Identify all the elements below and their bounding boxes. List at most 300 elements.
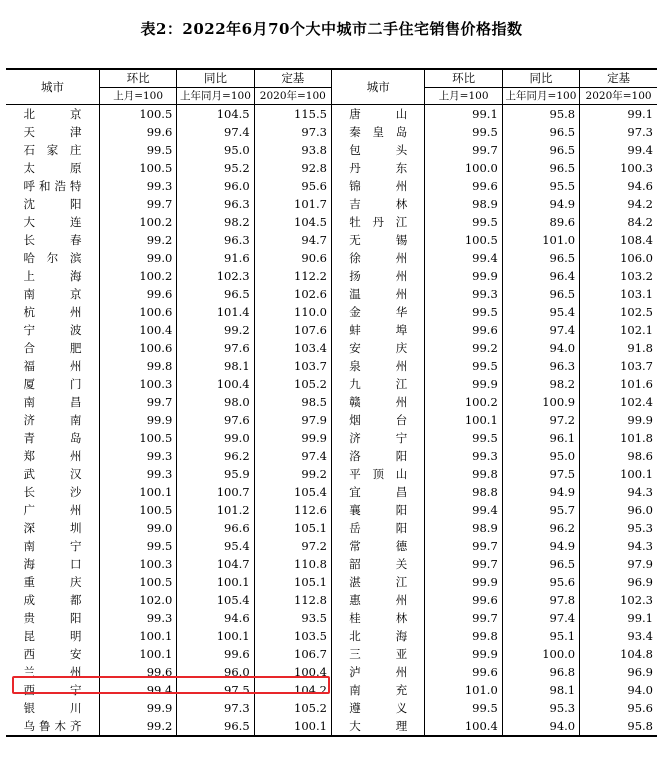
tongbi-value: 95.2 [177,159,254,177]
huanbi-value: 99.3 [99,447,176,465]
city-name-right [331,555,424,573]
huanbi-value: 99.6 [425,663,502,681]
tongbi-value: 105.4 [177,591,254,609]
tongbi-value: 102.3 [177,267,254,285]
tongbi-value: 101.4 [177,303,254,321]
huanbi-value: 98.8 [425,483,502,501]
huanbi-value: 100.3 [99,555,176,573]
huanbi-value: 100.1 [99,645,176,663]
city-name-right [331,519,424,537]
dingji-value: 97.9 [580,555,657,573]
tongbi-value: 100.9 [502,393,579,411]
tongbi-value: 96.5 [502,555,579,573]
city-name-left [6,591,99,609]
huanbi-value: 99.8 [425,627,502,645]
city-name-right [331,501,424,519]
dingji-value: 105.2 [254,699,331,717]
tongbi-value: 95.6 [502,573,579,591]
dingji-value: 97.2 [254,537,331,555]
dingji-value: 105.2 [254,375,331,393]
city-label: 厦门 [23,377,82,391]
city-label: 北京 [23,107,82,121]
dingji-value: 93.8 [254,141,331,159]
huanbi-value: 99.5 [99,141,176,159]
city-name-left [6,357,99,375]
city-label: 南宁 [23,539,82,553]
huanbi-value: 100.4 [425,717,502,736]
dingji-value: 99.2 [254,465,331,483]
dingji-value: 110.0 [254,303,331,321]
huanbi-value: 100.5 [99,159,176,177]
tongbi-value: 98.2 [502,375,579,393]
dingji-value: 98.5 [254,393,331,411]
city-name-left [6,285,99,303]
city-name-right [331,717,424,736]
table-row [6,717,657,736]
header-huanbi-right: 环比 [425,69,502,88]
dingji-value: 112.8 [254,591,331,609]
huanbi-value: 99.9 [425,375,502,393]
tongbi-value: 96.5 [177,285,254,303]
tongbi-value: 96.5 [502,285,579,303]
tongbi-value: 100.0 [502,645,579,663]
city-label: 韶关 [349,557,408,571]
huanbi-value: 100.5 [99,573,176,591]
city-name-left [6,609,99,627]
huanbi-value: 99.7 [425,555,502,573]
city-name-left [6,195,99,213]
huanbi-value: 100.1 [425,411,502,429]
dingji-value: 103.7 [254,357,331,375]
huanbi-value: 100.6 [99,339,176,357]
city-name-right [331,321,424,339]
city-name-left [6,393,99,411]
city-label: 常德 [349,539,408,553]
tongbi-value: 95.9 [177,465,254,483]
tongbi-value: 96.0 [177,177,254,195]
huanbi-value: 99.9 [425,573,502,591]
dingji-value: 94.7 [254,231,331,249]
tongbi-value: 96.1 [502,429,579,447]
huanbi-value: 100.1 [99,627,176,645]
huanbi-value: 99.7 [99,195,176,213]
city-label: 南充 [349,683,408,697]
table-row [6,159,657,177]
city-name-right [331,411,424,429]
city-name-right [331,627,424,645]
dingji-value: 115.5 [254,105,331,124]
city-label: 唐山 [349,107,408,121]
city-label: 赣州 [349,395,408,409]
city-label: 成都 [23,593,82,607]
huanbi-value: 99.3 [99,609,176,627]
tongbi-value: 97.6 [177,339,254,357]
city-name-right [331,141,424,159]
huanbi-value: 102.0 [99,591,176,609]
city-name-left [6,645,99,663]
dingji-value: 102.3 [580,591,657,609]
table-row [6,519,657,537]
huanbi-value: 100.5 [99,429,176,447]
huanbi-value: 100.1 [99,483,176,501]
city-label: 长春 [23,233,82,247]
tongbi-value: 97.4 [502,609,579,627]
dingji-value: 105.1 [254,573,331,591]
city-name-left [6,717,99,736]
huanbi-value: 99.1 [425,105,502,124]
huanbi-value: 99.5 [425,357,502,375]
table-row [6,609,657,627]
city-label: 海口 [23,557,82,571]
city-name-right [331,663,424,681]
dingji-value: 95.6 [580,699,657,717]
huanbi-value: 99.7 [99,393,176,411]
tongbi-value: 96.4 [502,267,579,285]
huanbi-value: 99.5 [425,429,502,447]
city-label: 西安 [23,647,82,661]
dingji-value: 96.0 [580,501,657,519]
city-label: 青岛 [23,431,82,445]
city-label: 昆明 [23,629,82,643]
table-row [6,177,657,195]
tongbi-value: 96.5 [502,141,579,159]
tongbi-value: 91.6 [177,249,254,267]
table-row [6,483,657,501]
tongbi-value: 95.1 [502,627,579,645]
tongbi-value: 96.8 [502,663,579,681]
table-row [6,105,657,124]
tongbi-value: 104.7 [177,555,254,573]
huanbi-value: 100.2 [99,267,176,285]
city-name-left [6,249,99,267]
city-label: 深圳 [23,521,82,535]
tongbi-value: 95.7 [502,501,579,519]
tongbi-value: 95.4 [177,537,254,555]
dingji-value: 100.1 [580,465,657,483]
city-name-left [6,159,99,177]
city-name-left [6,429,99,447]
huanbi-value: 99.6 [425,177,502,195]
city-label: 徐州 [349,251,408,265]
city-label: 长沙 [23,485,82,499]
city-name-left [6,123,99,141]
city-name-left [6,105,99,124]
city-name-right [331,699,424,717]
tongbi-value: 94.6 [177,609,254,627]
huanbi-value: 99.5 [425,213,502,231]
tongbi-value: 95.3 [502,699,579,717]
table-row [6,627,657,645]
header-dingji-left: 定基 [254,69,331,88]
huanbi-value: 101.0 [425,681,502,699]
city-name-left [6,303,99,321]
dingji-value: 91.8 [580,339,657,357]
dingji-value: 92.8 [254,159,331,177]
tongbi-value: 95.8 [502,105,579,124]
dingji-value: 90.6 [254,249,331,267]
table-row [6,249,657,267]
city-label: 哈尔滨 [23,251,82,265]
table-row [6,699,657,717]
dingji-value: 103.5 [254,627,331,645]
tongbi-value: 97.5 [502,465,579,483]
city-name-left [6,465,99,483]
huanbi-value: 99.6 [99,285,176,303]
tongbi-value: 100.1 [177,573,254,591]
dingji-value: 101.8 [580,429,657,447]
city-label: 襄阳 [349,503,408,517]
city-name-left [6,141,99,159]
city-name-left [6,537,99,555]
table-row [6,447,657,465]
city-name-left [6,177,99,195]
tongbi-value: 95.0 [177,141,254,159]
dingji-value: 93.4 [580,627,657,645]
table-row [6,357,657,375]
city-label: 广州 [23,503,82,517]
huanbi-value: 100.0 [425,159,502,177]
city-label: 合肥 [23,341,82,355]
huanbi-value: 99.4 [425,249,502,267]
tongbi-value: 94.9 [502,537,579,555]
city-name-right [331,339,424,357]
city-name-left [6,519,99,537]
city-label: 大连 [23,215,82,229]
city-label: 洛阳 [349,449,408,463]
table-row [6,645,657,663]
tongbi-value: 95.4 [502,303,579,321]
city-label: 贵阳 [23,611,82,625]
dingji-value: 104.5 [254,213,331,231]
city-label: 宁波 [23,323,82,337]
dingji-value: 99.4 [580,141,657,159]
tongbi-value: 96.3 [177,231,254,249]
city-label: 济南 [23,413,82,427]
city-name-right [331,213,424,231]
dingji-value: 101.7 [254,195,331,213]
huanbi-value: 98.9 [425,195,502,213]
city-label: 泉州 [349,359,408,373]
city-name-left [6,483,99,501]
dingji-value: 100.4 [254,663,331,681]
tongbi-value: 97.5 [177,681,254,699]
dingji-value: 103.7 [580,357,657,375]
huanbi-value: 99.3 [425,447,502,465]
header-city-right: 城市 [331,69,424,105]
city-name-left [6,267,99,285]
tongbi-value: 95.5 [502,177,579,195]
city-label: 遵义 [349,701,408,715]
city-name-right [331,375,424,393]
tongbi-value: 96.2 [177,447,254,465]
city-label: 天津 [23,125,82,139]
tongbi-value: 96.6 [177,519,254,537]
dingji-value: 94.0 [580,681,657,699]
huanbi-value: 100.5 [425,231,502,249]
table-row [6,555,657,573]
dingji-value: 99.9 [254,429,331,447]
dingji-value: 107.6 [254,321,331,339]
header-city-left: 城市 [6,69,99,105]
city-label: 秦皇岛 [349,125,408,139]
dingji-value: 93.5 [254,609,331,627]
city-label: 银川 [23,701,82,715]
table-row [6,267,657,285]
city-label: 蚌埠 [349,323,408,337]
city-label: 包头 [349,143,408,157]
table-row [6,285,657,303]
dingji-value: 106.7 [254,645,331,663]
tongbi-value: 96.5 [502,249,579,267]
table-row [6,411,657,429]
tongbi-value: 94.9 [502,195,579,213]
huanbi-value: 99.2 [99,231,176,249]
city-name-right [331,177,424,195]
city-label: 金华 [349,305,408,319]
huanbi-value: 98.9 [425,519,502,537]
tongbi-value: 96.2 [502,519,579,537]
huanbi-value: 99.6 [99,123,176,141]
table-row [6,321,657,339]
dingji-value: 103.2 [580,267,657,285]
dingji-value: 99.1 [580,105,657,124]
header-tongbi-base-right: 上年同月=100 [502,88,579,105]
city-label: 九江 [349,377,408,391]
city-name-left [6,627,99,645]
city-name-left [6,573,99,591]
tongbi-value: 98.2 [177,213,254,231]
huanbi-value: 99.5 [425,699,502,717]
huanbi-value: 99.7 [425,141,502,159]
city-label: 平顶山 [349,467,408,481]
huanbi-value: 100.6 [99,303,176,321]
table-row [6,303,657,321]
tongbi-value: 96.5 [177,717,254,736]
dingji-value: 96.9 [580,663,657,681]
city-name-right [331,159,424,177]
dingji-value: 94.3 [580,483,657,501]
dingji-value: 94.2 [580,195,657,213]
tongbi-value: 98.1 [177,357,254,375]
city-name-right [331,123,424,141]
city-name-right [331,249,424,267]
dingji-value: 97.9 [254,411,331,429]
huanbi-value: 99.3 [99,465,176,483]
dingji-value: 97.3 [580,123,657,141]
city-label: 沈阳 [23,197,82,211]
dingji-value: 94.6 [580,177,657,195]
table-row [6,429,657,447]
huanbi-value: 100.3 [99,375,176,393]
dingji-value: 102.1 [580,321,657,339]
city-name-left [6,213,99,231]
tongbi-value: 97.3 [177,699,254,717]
huanbi-value: 99.0 [99,519,176,537]
highlight-box-xian [12,676,330,694]
header-tongbi-left: 同比 [177,69,254,88]
city-label: 湛江 [349,575,408,589]
dingji-value: 100.1 [254,717,331,736]
tongbi-value: 98.0 [177,393,254,411]
huanbi-value: 99.6 [425,591,502,609]
table-row [6,591,657,609]
city-name-right [331,303,424,321]
dingji-value: 104.2 [254,681,331,699]
city-name-right [331,429,424,447]
table-title: 表2：2022年6月70个大中城市二手住宅销售价格指数 [140,20,523,38]
city-label: 吉林 [349,197,408,211]
city-label: 杭州 [23,305,82,319]
huanbi-value: 99.4 [99,681,176,699]
dingji-value: 104.8 [580,645,657,663]
city-label: 南昌 [23,395,82,409]
tongbi-value: 97.6 [177,411,254,429]
dingji-value: 110.8 [254,555,331,573]
table-row [6,195,657,213]
city-label: 烟台 [349,413,408,427]
city-label: 宜昌 [349,485,408,499]
city-label: 太原 [23,161,82,175]
dingji-value: 97.3 [254,123,331,141]
tongbi-value: 104.5 [177,105,254,124]
huanbi-value: 99.6 [425,321,502,339]
tongbi-value: 94.0 [502,717,579,736]
city-label: 郑州 [23,449,82,463]
tongbi-value: 94.0 [502,339,579,357]
dingji-value: 100.3 [580,159,657,177]
huanbi-value: 99.2 [99,717,176,736]
tongbi-value: 97.2 [502,411,579,429]
table-row [6,141,657,159]
huanbi-value: 99.5 [425,123,502,141]
huanbi-value: 99.0 [99,249,176,267]
dingji-value: 108.4 [580,231,657,249]
header-dingji-base-left: 2020年=100 [254,88,331,105]
city-label: 三亚 [349,647,408,661]
dingji-value: 102.5 [580,303,657,321]
city-label: 西宁 [23,683,82,697]
city-name-left [6,501,99,519]
dingji-value: 95.6 [254,177,331,195]
city-name-left [6,339,99,357]
city-name-right [331,537,424,555]
tongbi-value: 101.2 [177,501,254,519]
city-name-right [331,573,424,591]
city-name-right [331,465,424,483]
city-label: 乌鲁木齐 [23,719,82,733]
dingji-value: 95.3 [580,519,657,537]
dingji-value: 112.6 [254,501,331,519]
city-label: 武汉 [23,467,82,481]
city-name-left [6,231,99,249]
header-dingji-base-right: 2020年=100 [580,88,657,105]
tongbi-value: 99.6 [177,645,254,663]
table-row [6,123,657,141]
city-label: 大理 [349,719,408,733]
city-label: 北海 [349,629,408,643]
city-name-right [331,105,424,124]
city-label: 丹东 [349,161,408,175]
huanbi-value: 100.4 [99,321,176,339]
dingji-value: 99.1 [580,609,657,627]
dingji-value: 102.4 [580,393,657,411]
header-tongbi-right: 同比 [502,69,579,88]
city-label: 呼和浩特 [23,179,82,193]
dingji-value: 98.6 [580,447,657,465]
dingji-value: 103.1 [580,285,657,303]
huanbi-value: 99.8 [425,465,502,483]
city-label: 无锡 [349,233,408,247]
